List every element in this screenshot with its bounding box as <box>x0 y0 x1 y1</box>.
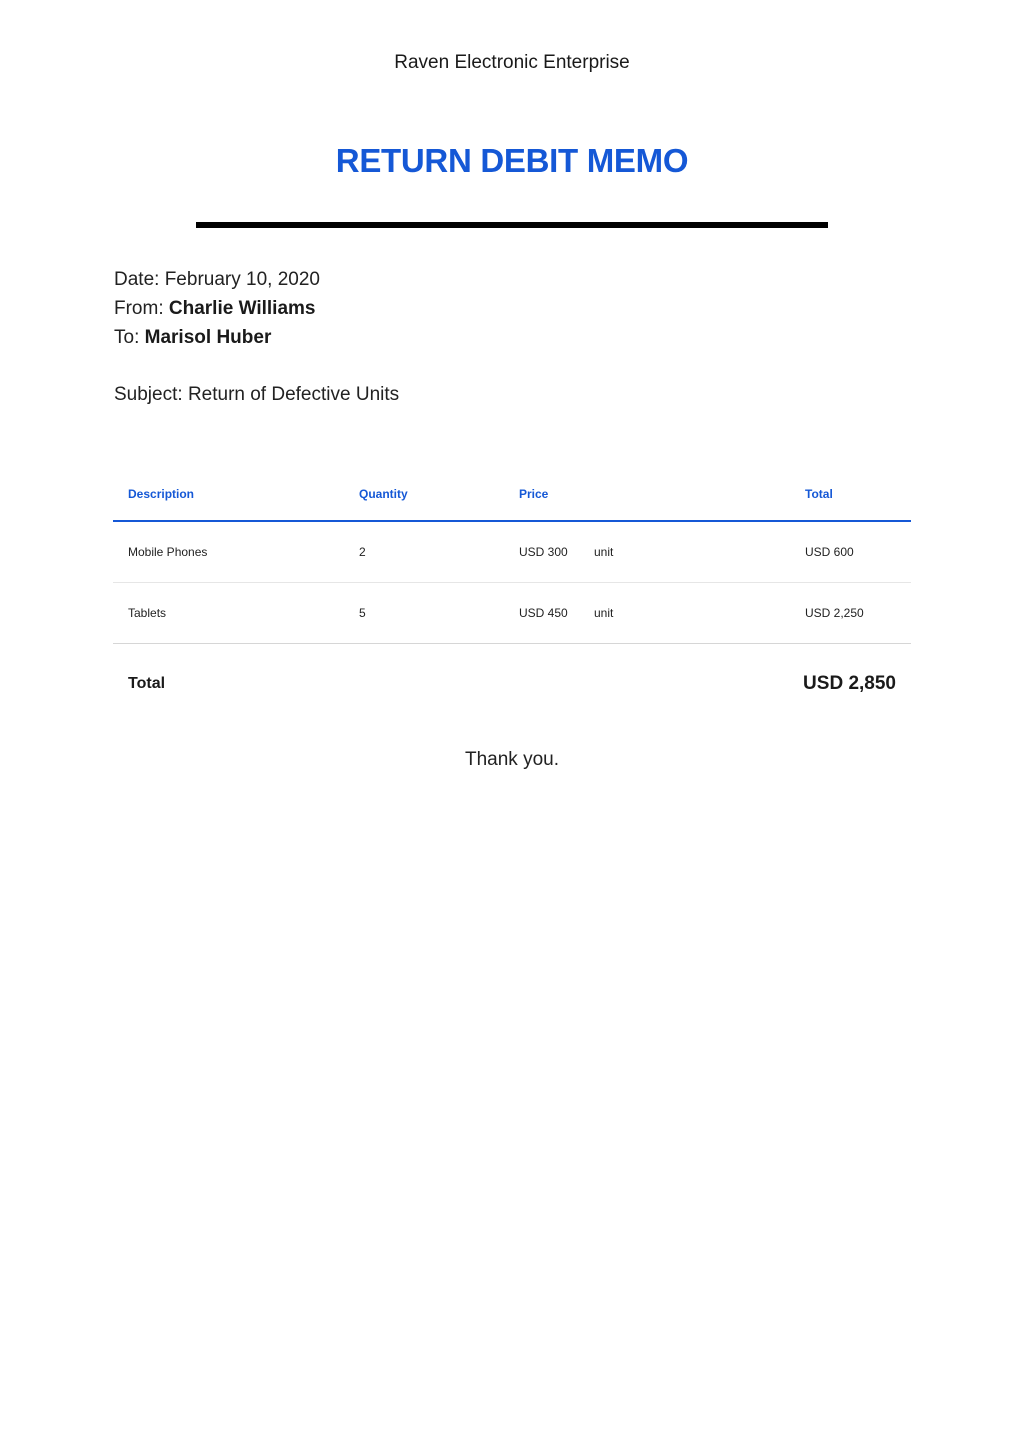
subject-label: Subject: <box>114 384 183 405</box>
company-name: Raven Electronic Enterprise <box>394 52 630 73</box>
row-quantity: 5 <box>344 583 504 644</box>
items-table <box>113 468 911 644</box>
row-unit: unit <box>579 521 790 583</box>
subject-line <box>114 384 399 406</box>
title-divider <box>196 222 828 228</box>
closing-note: Thank you. <box>465 749 559 770</box>
header-unit <box>579 468 790 521</box>
from-line <box>114 298 316 320</box>
date-value: February 10, 2020 <box>164 269 320 290</box>
row-quantity: 2 <box>344 521 504 583</box>
table-header-row <box>113 468 911 521</box>
to-label: To: <box>114 327 140 348</box>
header-quantity: Quantity <box>344 468 504 521</box>
row-total: USD 600 <box>790 521 911 583</box>
to-line <box>114 327 271 349</box>
from-value: Charlie Williams <box>168 298 316 319</box>
date-line <box>114 269 320 291</box>
to-value: Marisol Huber <box>144 327 272 348</box>
header-price: Price <box>504 468 579 521</box>
row-description: Mobile Phones <box>113 521 344 583</box>
grand-total-value: USD 2,850 <box>803 673 896 694</box>
header-total: Total <box>790 468 911 521</box>
row-total: USD 2,250 <box>790 583 911 644</box>
date-label: Date: <box>114 269 160 290</box>
row-price: USD 300 <box>504 521 579 583</box>
table-row <box>113 583 911 644</box>
from-label: From: <box>114 298 164 319</box>
row-description: Tablets <box>113 583 344 644</box>
grand-total-label: Total <box>128 675 166 692</box>
document-title: RETURN DEBIT MEMO <box>335 142 689 179</box>
row-price: USD 450 <box>504 583 579 644</box>
header-description: Description <box>113 468 344 521</box>
table-row <box>113 521 911 583</box>
row-unit: unit <box>579 583 790 644</box>
subject-value: Return of Defective Units <box>187 384 400 405</box>
